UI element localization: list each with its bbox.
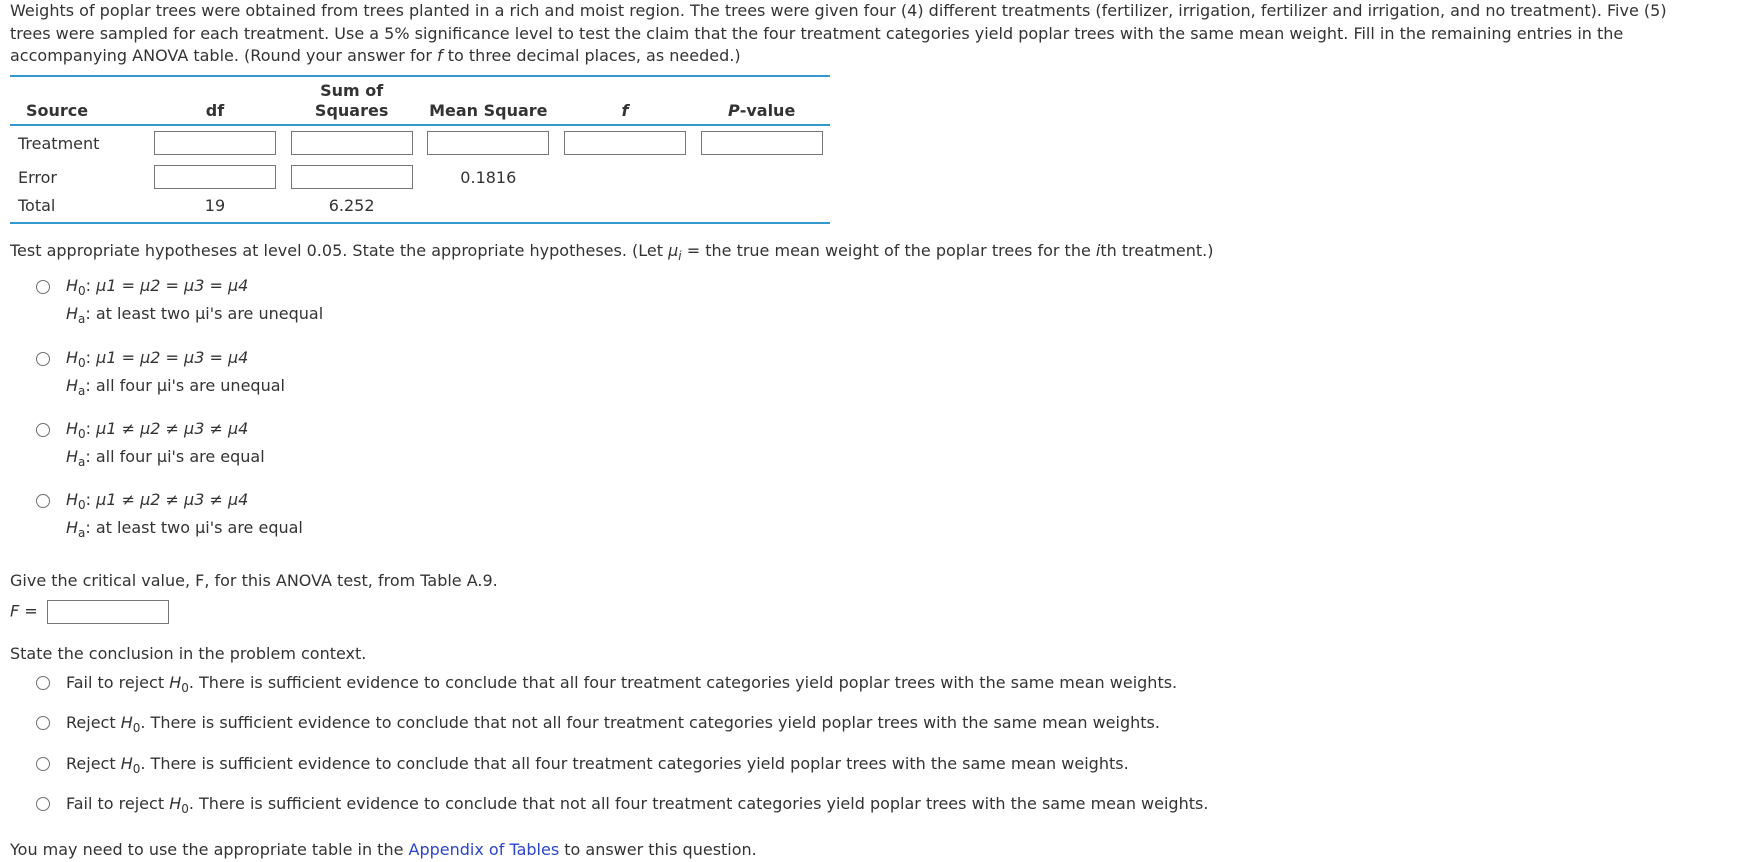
null-hypothesis: $H_0$: μ1 ≠ μ2 ≠ μ3 ≠ μ4 [66,490,249,512]
hypotheses-prompt: Test appropriate hypotheses at level 0.05. State the appropriate hypotheses. (Let $\mu_i$ = the true mean weight of the poplar trees for the ith treatment.) [10,241,1214,263]
header-mean-square: Mean Square [429,101,548,120]
table-row-error [10,160,830,194]
radio-button[interactable] [36,423,50,437]
treatment-p-value-input[interactable] [701,131,823,155]
critical-value-input[interactable] [47,600,169,624]
null-hypothesis: $H_0$: μ1 ≠ μ2 ≠ μ3 ≠ μ4 [66,419,249,441]
row-label-treatment: Treatment [18,133,100,153]
alternative-hypothesis: $H_a$: at least two μi's are unequal [66,304,324,326]
header-sum-of-squares: Sum of Squares [314,81,389,120]
alternative-hypothesis: $H_a$: all four μi's are equal [66,447,265,469]
radio-button[interactable] [36,797,50,811]
problem-line-3-end: to three decimal places, as needed.) [442,46,741,65]
total-df: 19 [204,196,226,215]
error-mean-square: 0.1816 [460,167,517,187]
radio-button[interactable] [36,757,50,771]
table-bottom-rule [10,222,830,224]
radio-button[interactable] [36,352,50,366]
header-p-value: P-value [727,101,796,120]
treatment-ms-input[interactable] [427,131,549,155]
problem-line-3: accompanying ANOVA table. (Round your answer for [10,46,438,65]
f-symbol: f [437,46,443,65]
radio-button[interactable] [36,494,50,508]
conclusion-text: Reject $H_0$. There is sufficient evidence to conclude that not all four treatment categories yield poplar trees with the same mean weights. [66,713,1160,735]
alternative-hypothesis: $H_a$: all four μi's are unequal [66,376,285,398]
alternative-hypothesis: $H_a$: at least two μi's are equal [66,518,303,540]
anova-table [10,75,830,224]
conclusion-text: Fail to reject $H_0$. There is sufficient evidence to conclude that not all four treatment categories yield poplar trees with the same mean weights. [66,794,1209,816]
error-ss-input[interactable] [291,165,413,189]
critical-value-prompt: Give the critical value, F, for this ANOVA test, from Table A.9. [10,571,498,590]
problem-line-2: trees were sampled for each treatment. Use a 5% significance level to test the claim that the four treatment categories yield poplar trees with the same mean weight. Fill in the remaining entries in the [10,23,1624,43]
conclusion-text: Fail to reject $H_0$. There is sufficient evidence to conclude that all four treatment categories yield poplar trees with the same mean weights. [66,673,1178,695]
radio-button[interactable] [36,676,50,690]
error-df-input[interactable] [154,165,276,189]
row-label-error: Error [18,167,57,187]
row-label-total: Total [18,196,56,215]
footer-note: You may need to use the appropriate table in the Appendix of Tables to answer this question. [10,840,757,859]
conclusion-text: Reject $H_0$. There is sufficient evidence to conclude that all four treatment categories yield poplar trees with the same mean weights. [66,754,1129,776]
treatment-ss-input[interactable] [291,131,413,155]
radio-button[interactable] [36,716,50,730]
conclusion-prompt: State the conclusion in the problem context. [10,644,367,663]
problem-statement [10,0,1736,68]
null-hypothesis: $H_0$: μ1 = μ2 = μ3 = μ4 [66,348,249,370]
radio-button[interactable] [36,280,50,294]
treatment-f-input[interactable] [564,131,686,155]
critical-value-label: F = [10,601,38,621]
header-f: f [621,101,629,120]
header-df: df [205,101,225,120]
header-source: Source [26,101,89,120]
null-hypothesis: $H_0$: μ1 = μ2 = μ3 = μ4 [66,276,249,298]
total-ss: 6.252 [328,196,375,215]
table-row-total [10,194,830,222]
treatment-df-input[interactable] [154,131,276,155]
problem-line-1: Weights of poplar trees were obtained from trees planted in a rich and moist region. The trees were given four (4) different treatments (fertilizer, irrigation, fertilizer and irrigation, and no treatment). Five (5) [10,1,1667,20]
table-row-treatment [10,126,830,160]
appendix-of-tables-link[interactable]: Appendix of Tables [408,840,560,859]
critical-value-row [10,600,169,624]
